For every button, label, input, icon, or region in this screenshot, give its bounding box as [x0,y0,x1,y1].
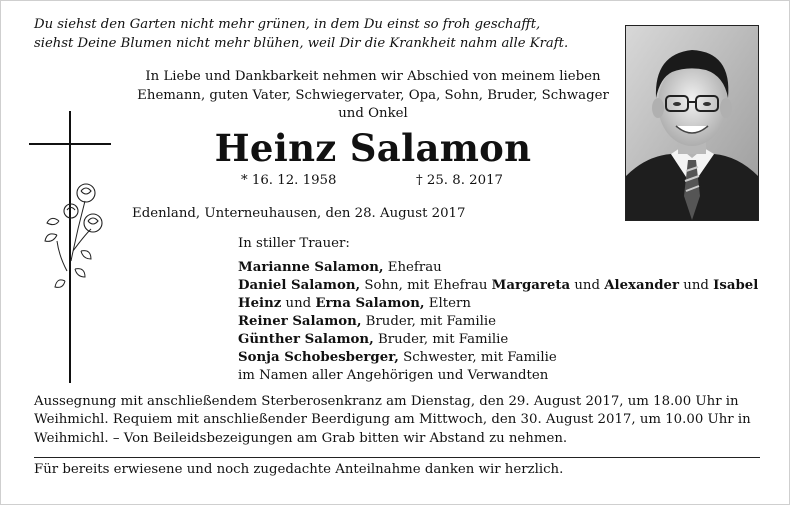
funeral-line: Weihmichl. – Von Beileidsbezeigungen am Grab bitten wir Abstand zu nehmen. [34,430,568,446]
cross-with-roses-icon [29,111,119,383]
mourner-relation: und [679,278,714,293]
mourner-relation: Bruder, mit Familie [361,314,497,329]
mourners-closing: im Namen aller Angehörigen und Verwandten [238,368,549,383]
birth-date: * 16. 12. 1958 [241,173,337,188]
memorial-quote [34,15,568,53]
portrait-image [626,26,758,220]
intro-line: In Liebe und Dankbarkeit nehmen wir Abschied von meinem lieben [145,69,601,84]
thanks-note: Für bereits erwiesene und noch zugedachte Anteilnahme danken wir herzlich. [34,462,564,477]
mourner-line [238,313,758,331]
funeral-details [34,393,764,448]
mourner-name: Marianne Salamon, [238,260,384,275]
intro-line: Ehemann, guten Vater, Schwiegervater, Opa, Sohn, Bruder, Schwager [137,87,609,103]
portrait-photo [625,25,759,221]
mourner-line [238,349,758,367]
farewell-intro [131,68,615,124]
mourner-line [238,331,758,349]
mourner-line [238,259,758,277]
mourner-name: Daniel Salamon, [238,278,361,293]
mourner-name: Reiner Salamon, [238,314,362,329]
mourner-line [238,277,758,295]
mourner-relation: und [281,296,316,311]
deceased-name: Heinz Salamon [214,126,532,170]
mourner-name: Alexander [604,278,680,293]
mourner-relation: und [570,278,605,293]
grief-heading: In stiller Trauer: [238,236,350,251]
funeral-line: Weihmichl. Requiem mit anschließender Beerdigung am Mittwoch, den 30. August 2017, um 10.00 Uhr in [34,412,751,428]
mourner-relation: Eltern [424,296,471,311]
mourner-relation: Ehefrau [383,260,442,275]
mourner-relation: Bruder, mit Familie [373,332,509,347]
mourner-name: Erna Salamon, [315,296,425,311]
mourners-list [238,259,758,385]
mourner-name: Heinz [238,296,282,311]
mourner-name: Sonja Schobesberger, [238,350,399,365]
mourner-relation: Schwester, mit Familie [398,350,557,365]
mourner-name: Günther Salamon, [238,332,374,347]
mourner-line [238,295,758,313]
place-and-date: Edenland, Unterneuhausen, den 28. August 2017 [132,206,466,221]
divider [34,457,760,458]
mourner-relation: Sohn, mit Ehefrau [360,278,492,293]
mourner-name: Margareta [491,278,571,293]
mourner-name: Isabel [713,278,759,293]
death-date: † 25. 8. 2017 [416,173,504,188]
intro-line: und Onkel [338,106,408,121]
funeral-line: Aussegnung mit anschließendem Sterberosenkranz am Dienstag, den 29. August 2017, um 18.00 Uhr in [34,394,739,409]
quote-line: Du siehst den Garten nicht mehr grünen, in dem Du einst so froh geschafft, [34,17,541,32]
quote-line: siehst Deine Blumen nicht mehr blühen, weil Dir die Krankheit nahm alle Kraft. [34,36,569,51]
